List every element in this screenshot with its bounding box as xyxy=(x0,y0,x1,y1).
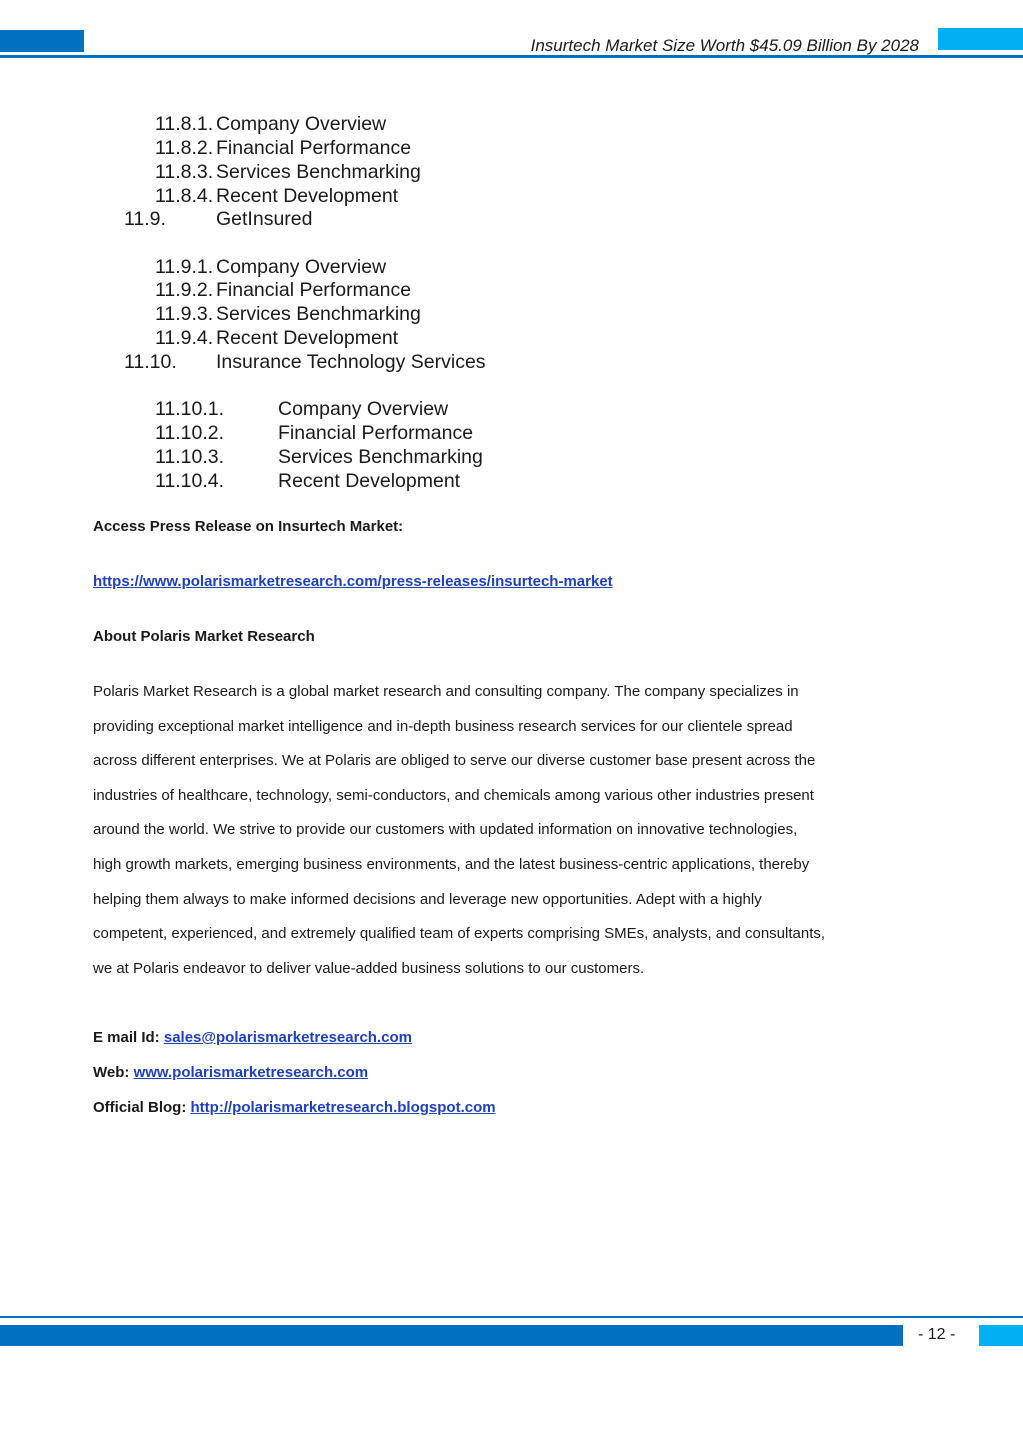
header-rule xyxy=(0,55,1023,58)
about-line: high growth markets, emerging business environments, and the latest business-centric applications, thereby xyxy=(93,855,810,873)
about-line: industries of healthcare, technology, semi-conductors, and chemicals among various other industries present xyxy=(93,786,814,804)
footer-bar xyxy=(0,1325,903,1346)
toc-label: GetInsured xyxy=(216,208,313,230)
web-label: Web: xyxy=(93,1064,130,1081)
toc-item xyxy=(155,326,399,350)
footer-rule xyxy=(0,1316,1023,1318)
toc-number: 11.8.3. xyxy=(155,161,214,183)
blog-link[interactable]: http://polarismarketresearch.blogspot.com xyxy=(190,1099,496,1116)
email-label: E mail Id: xyxy=(93,1029,160,1046)
toc-label: Recent Development xyxy=(216,185,399,207)
toc-number: 11.9.2. xyxy=(155,279,214,301)
toc-item xyxy=(155,136,412,160)
about-line: across different enterprises. We at Polaris are obliged to serve our diverse customer base present across the xyxy=(93,752,816,770)
toc-item xyxy=(155,255,387,279)
toc-number: 11.10.3. xyxy=(155,446,225,468)
toc-item xyxy=(155,421,474,445)
toc-label: Financial Performance xyxy=(216,279,412,301)
press-release-link[interactable]: https://www.polarismarketresearch.com/press-releases/insurtech-market xyxy=(93,573,613,590)
footer-accent-right xyxy=(979,1325,1023,1346)
toc-number: 11.10.2. xyxy=(155,422,225,444)
toc-item xyxy=(155,278,412,302)
web-link[interactable]: www.polarismarketresearch.com xyxy=(133,1064,369,1081)
toc-item xyxy=(155,302,421,326)
toc-label: Financial Performance xyxy=(278,422,474,444)
about-line: around the world. We strive to provide our customers with updated information on innovative technologies, xyxy=(93,821,798,839)
press-heading: Access Press Release on Insurtech Market: xyxy=(93,518,404,535)
toc-item xyxy=(155,184,399,208)
toc-label: Services Benchmarking xyxy=(216,303,421,325)
about-heading: About Polaris Market Research xyxy=(93,628,315,645)
blog-label: Official Blog: xyxy=(93,1099,187,1116)
toc-item xyxy=(155,397,449,421)
about-paragraph xyxy=(93,675,930,986)
toc-number: 11.8.4. xyxy=(155,185,214,207)
toc-number: 11.8.1. xyxy=(155,113,214,135)
about-line: Polaris Market Research is a global market research and consulting company. The company specializes in xyxy=(93,683,799,700)
about-line: helping them always to make informed decisions and leverage new opportunities. Adept with a highly xyxy=(93,890,762,908)
page-number: - 12 - xyxy=(918,1326,956,1343)
toc-number: 11.8.2. xyxy=(155,137,214,159)
toc-label: Company Overview xyxy=(216,113,387,135)
toc-item xyxy=(124,207,313,231)
toc-label: Financial Performance xyxy=(216,137,412,159)
toc-item xyxy=(155,445,483,469)
toc-item xyxy=(124,350,486,374)
toc-number: 11.10.4. xyxy=(155,470,225,492)
about-line: competent, experienced, and extremely qualified team of experts comprising SMEs, analysts, and consultants, xyxy=(93,925,826,943)
toc-number: 11.9. xyxy=(124,208,166,230)
about-line: we at Polaris endeavor to deliver value-added business solutions to our customers. xyxy=(93,959,645,977)
web-row xyxy=(93,1064,930,1081)
blog-row xyxy=(93,1099,930,1116)
toc-number: 11.9.1. xyxy=(155,256,214,278)
toc-number: 11.10.1. xyxy=(155,398,225,420)
header-title: Insurtech Market Size Worth $45.09 Billion By 2028 xyxy=(530,36,919,55)
toc-item xyxy=(155,112,387,136)
toc-label: Services Benchmarking xyxy=(216,161,421,183)
email-row xyxy=(93,1029,930,1046)
about-line: providing exceptional market intelligence and in-depth business research services for our clientele spread xyxy=(93,717,793,735)
email-link[interactable]: sales@polarismarketresearch.com xyxy=(163,1029,412,1046)
toc-label: Insurance Technology Services xyxy=(216,351,486,373)
toc-item xyxy=(155,160,421,184)
press-link-row xyxy=(93,573,930,590)
header-accent-right xyxy=(938,28,1023,50)
toc-label: Company Overview xyxy=(278,398,449,420)
toc-number: 11.10. xyxy=(124,351,177,373)
toc-number: 11.9.4. xyxy=(155,327,214,349)
toc-label: Services Benchmarking xyxy=(278,446,483,468)
toc-label: Company Overview xyxy=(216,256,387,278)
toc-number: 11.9.3. xyxy=(155,303,214,325)
toc-label: Recent Development xyxy=(278,470,461,492)
header-accent-left xyxy=(0,30,84,52)
toc-item xyxy=(155,469,461,493)
toc-label: Recent Development xyxy=(216,327,399,349)
